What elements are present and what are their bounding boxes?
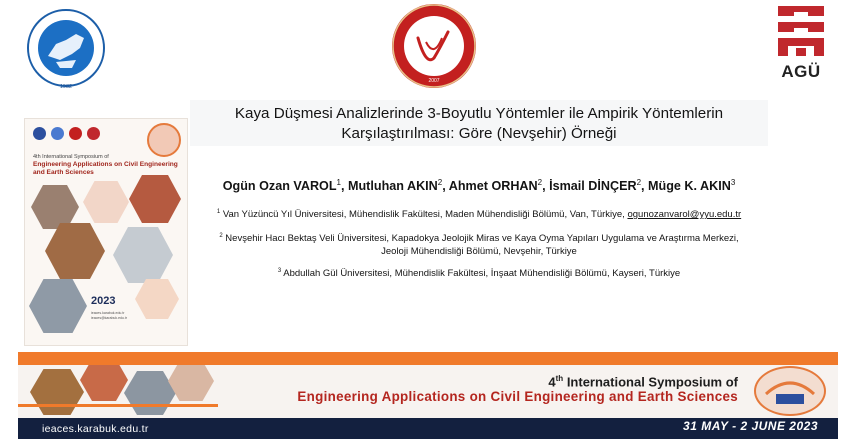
banner-photo <box>124 371 176 415</box>
affiliation-text: Abdullah Gül Üniversitesi, Mühendislik Fakültesi, İnşaat Mühendisliği Bölümü, Kayseri, Türkiye <box>283 268 681 280</box>
agu-wordmark: AGÜ <box>781 62 821 81</box>
author-affiliation-mark: 1 <box>336 178 341 187</box>
poster-email: ieaces@karabuk.edu.tr <box>91 315 128 320</box>
nevu-logo <box>390 2 478 90</box>
symposium-poster <box>24 118 188 346</box>
poster-partner-logos <box>33 127 100 140</box>
affiliation-1 <box>188 206 770 222</box>
partner-logo <box>69 127 82 140</box>
poster-photo <box>135 279 179 319</box>
partner-logo <box>33 127 46 140</box>
poster-photo <box>83 181 129 223</box>
poster-photo <box>29 279 87 333</box>
author-name: Ogün Ozan VAROL <box>222 179 337 194</box>
banner-photo <box>168 365 214 401</box>
author-name: Ahmet ORHAN <box>448 179 538 194</box>
affiliation-mark: 2 <box>219 233 223 239</box>
author-name: İsmail DİNÇER <box>549 179 637 194</box>
affiliation-text: Nevşehir Hacı Bektaş Veli Üniversitesi, Kapadokya Jeolojik Miras ve Kaya Oyma Yapıları Uygulama ve Araştırma Merkezi, <box>225 233 739 245</box>
partner-logo <box>87 127 100 140</box>
svg-text:1982: 1982 <box>59 84 73 90</box>
author-affiliation-mark: 2 <box>636 178 642 187</box>
banner-edition: 4th International Symposium of <box>548 374 738 390</box>
svg-text:2007: 2007 <box>428 78 440 84</box>
author-affiliation-mark: 3 <box>730 178 736 187</box>
yyu-logo <box>26 4 106 92</box>
poster-url: ieaces.karabuk.edu.tr <box>91 311 125 315</box>
banner-url[interactable]: ieaces.karabuk.edu.tr <box>42 423 149 435</box>
affiliation-mark: 3 <box>277 268 282 274</box>
poster-photo <box>31 185 79 229</box>
poster-urls <box>91 311 127 320</box>
paper-title: Kaya Düşmesi Analizlerinde 3-Boyutlu Yöntemler ile Ampirik Yöntemlerin Karşılaştırılması: Göre (Nevşehir) Örneği <box>234 105 724 142</box>
author-affiliation-mark: 2 <box>437 178 443 187</box>
poster-year: 2023 <box>91 295 116 307</box>
banner-top-stripe <box>18 352 838 365</box>
poster-photo <box>45 223 105 279</box>
affiliation-text: Van Yüzüncü Yıl Üniversitesi, Mühendislik Fakültesi, Maden Mühendisliği Bölümü, Van, Türkiye, <box>222 209 628 221</box>
author-name: Müge K. AKIN <box>648 179 731 194</box>
author-affiliation-mark: 2 <box>537 178 543 187</box>
banner-photo <box>30 369 84 415</box>
author-email-link[interactable]: ogunozanvarol@yyu.edu.tr <box>627 209 742 221</box>
poster-title-text: Engineering Applications on Civil Engineering and Earth Sciences <box>33 161 178 176</box>
banner-accent-line <box>18 404 218 407</box>
poster-edition: 4th International Symposium of <box>33 154 109 160</box>
agu-logo <box>772 2 830 82</box>
poster-title <box>33 153 181 177</box>
partner-logo <box>51 127 64 140</box>
affiliation-mark: 1 <box>216 209 221 215</box>
author-list: Ogün Ozan VAROL$^1$, Mutluhan AKIN$^2$, Ahmet ORHAN$^2$, İsmail DİNÇER$^2$, Müge K. AKIN$^3$ <box>222 178 736 194</box>
poster-photo <box>113 227 173 283</box>
ieaces-logo <box>754 366 826 416</box>
poster-photo <box>129 175 181 223</box>
banner-photo <box>80 365 128 401</box>
poster-ieaces-badge <box>147 123 181 157</box>
author-name: Mutluhan AKIN <box>348 179 438 194</box>
banner-dates: 31 MAY - 2 JUNE 2023 <box>683 419 818 433</box>
affiliation-3 <box>188 265 770 281</box>
affiliation-2 <box>188 230 770 258</box>
banner-title: Engineering Applications on Civil Engineering and Earth Sciences <box>297 389 738 404</box>
affiliation-text: Jeoloji Mühendisliği Bölümü, Nevşehir, Türkiye <box>381 245 577 257</box>
